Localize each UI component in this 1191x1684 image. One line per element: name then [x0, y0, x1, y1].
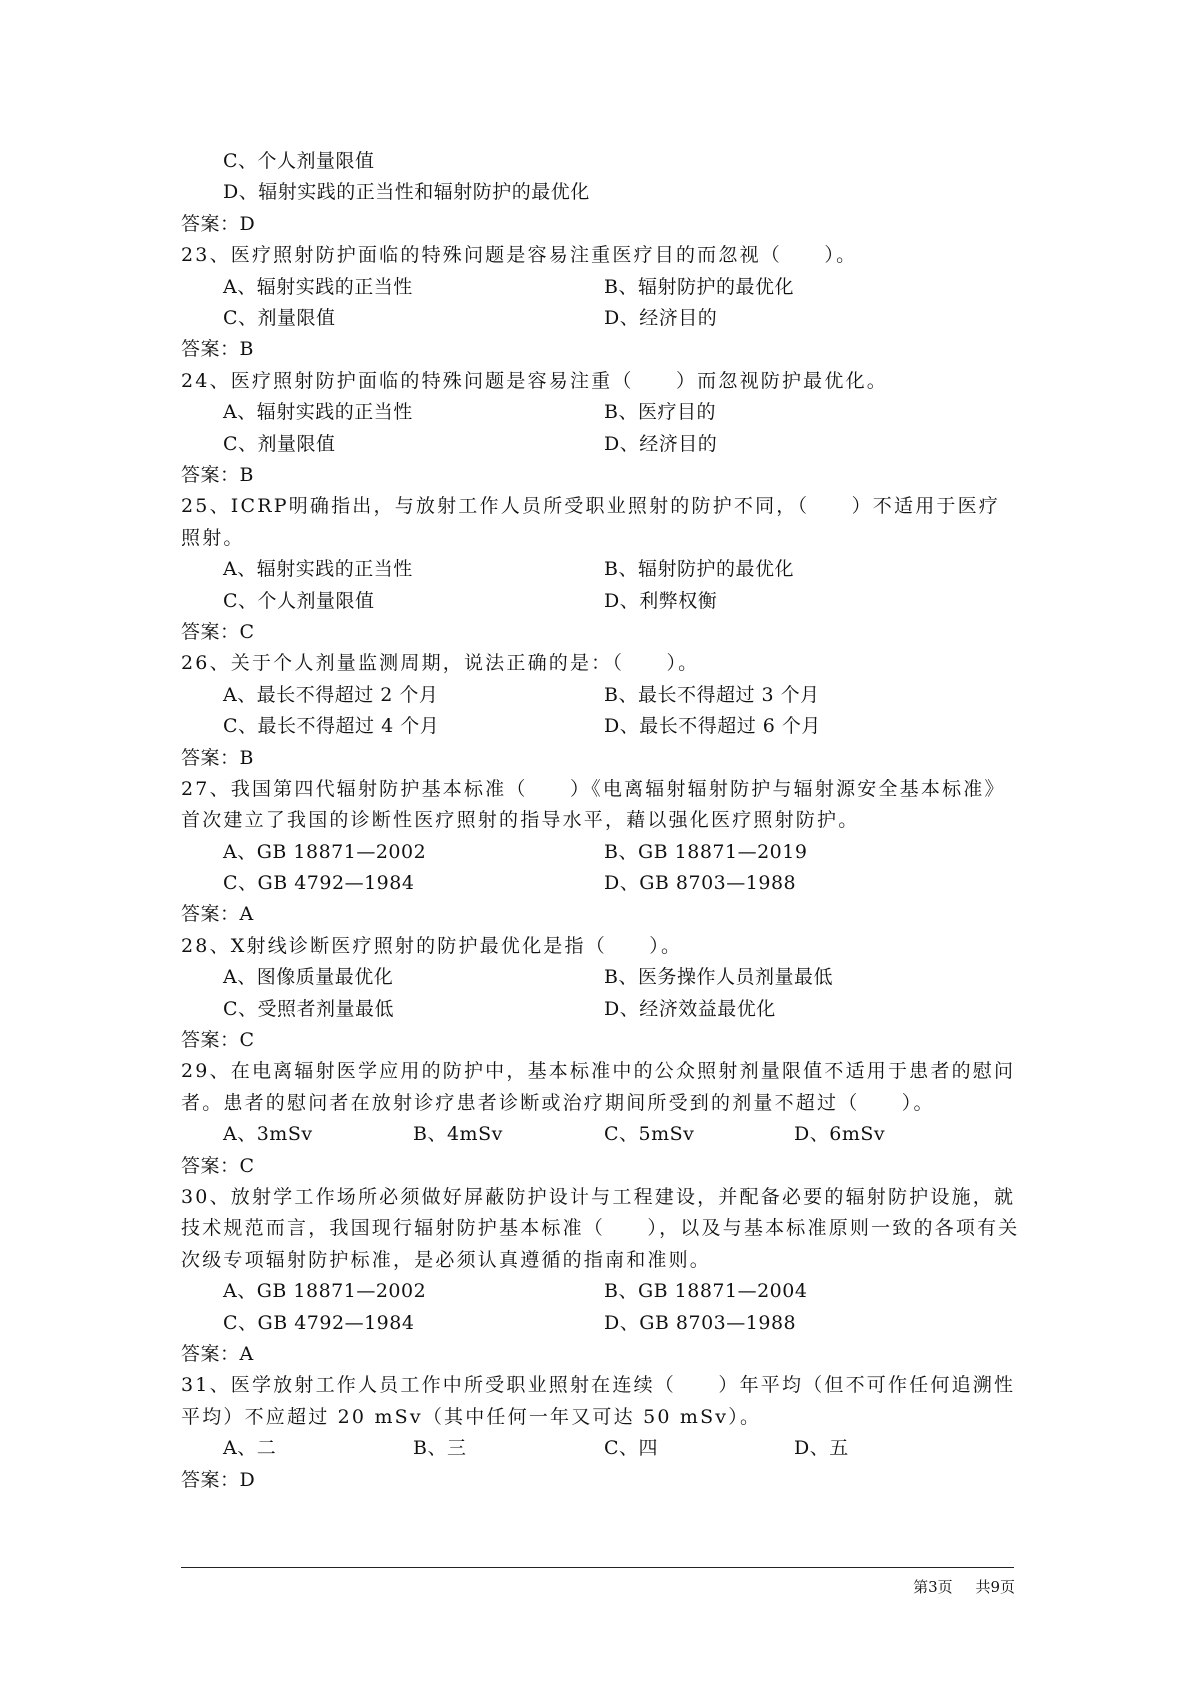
option-c: C、5mSv [604, 1123, 695, 1146]
option-row [181, 1308, 1021, 1339]
question-23 [181, 240, 1021, 366]
option-b: B、GB 18871—2019 [604, 840, 808, 863]
option-d: D、最长不得超过 6 个月 [604, 715, 821, 738]
question-text: 26、关于个人剂量监测周期，说法正确的是：（ ）。 [181, 652, 700, 675]
option-a: A、GB 18871—2002 [223, 840, 427, 863]
question-text: 27、我国第四代辐射防护基本标准（ ）《电离辐射辐射防护与辐射源安全基本标准》首次建立了我国的诊断性医疗照射的指导水平，藉以强化医疗照射防护。 [181, 777, 1006, 832]
option-c: C、受照者剂量最低 [223, 997, 395, 1020]
option-a: A、3mSv [223, 1123, 313, 1146]
answer-line: 答案：A [181, 1343, 254, 1366]
option-c: C、GB 4792—1984 [223, 872, 415, 895]
answer-line: 答案：C [181, 1029, 255, 1052]
document-body [181, 146, 1021, 1496]
option-row [181, 1276, 1021, 1307]
option-c: C、四 [604, 1437, 659, 1460]
option-c: C、个人剂量限值 [223, 150, 375, 172]
option-d: D、GB 8703—1988 [604, 1311, 797, 1334]
option-a: A、二 [223, 1437, 277, 1460]
question-text: 25、ICRP明确指出，与放射工作人员所受职业照射的防护不同，（ ）不适用于医疗照射。 [181, 495, 1001, 549]
question-30 [181, 1182, 1021, 1370]
page-number: 第3页 [913, 1578, 953, 1596]
option-row [181, 1119, 1021, 1150]
option-b: B、4mSv [413, 1123, 503, 1146]
option-d: D、经济目的 [604, 306, 718, 329]
question-text: 29、在电离辐射医学应用的防护中，基本标准中的公众照射剂量限值不适用于患者的慰问者。患者的慰问者在放射诊疗患者诊断或治疗期间所受到的剂量不超过（ ）。 [181, 1060, 1016, 1114]
question-text: 28、X射线诊断医疗照射的防护最优化是指（ ）。 [181, 934, 683, 957]
question-26 [181, 648, 1021, 774]
question-text: 31、医学放射工作人员工作中所受职业照射在连续（ ）年平均（但不可作任何追溯性平均）不应超过 20 mSv（其中任何一年又可达 50 mSv）。 [181, 1374, 1016, 1428]
option-d: D、6mSv [794, 1123, 886, 1146]
option-row [181, 1433, 1021, 1464]
option-b: B、医疗目的 [604, 401, 716, 424]
question-31 [181, 1370, 1021, 1496]
option-row [181, 586, 1021, 617]
answer-line: 答案：C [181, 1154, 255, 1177]
option-b: B、医务操作人员剂量最低 [604, 966, 833, 989]
answer-line: 答案：B [181, 338, 254, 361]
footer-divider [181, 1567, 1014, 1568]
question-25 [181, 491, 1021, 648]
option-b: B、辐射防护的最优化 [604, 558, 794, 581]
option-c: C、个人剂量限值 [223, 589, 375, 612]
option-b: B、三 [413, 1437, 467, 1460]
option-c: C、剂量限值 [223, 306, 336, 329]
answer-line: 答案：D [181, 1468, 256, 1491]
answer-line: 答案：B [181, 746, 254, 769]
question-28 [181, 931, 1021, 1057]
option-a: A、辐射实践的正当性 [223, 401, 413, 424]
answer-line: 答案：C [181, 620, 255, 643]
option-a: A、辐射实践的正当性 [223, 558, 413, 581]
option-row [181, 837, 1021, 868]
option-d: D、经济效益最优化 [604, 997, 776, 1020]
option-b: B、最长不得超过 3 个月 [604, 683, 820, 706]
option-row [181, 397, 1021, 428]
option-a: A、图像质量最优化 [223, 966, 394, 989]
option-d: D、经济目的 [604, 432, 718, 455]
question-text: 30、放射学工作场所必须做好屏蔽防护设计与工程建设，并配备必要的辐射防护设施，就技术规范而言，我国现行辐射防护基本标准（ ），以及与基本标准原则一致的各项有关次级专项辐射防护标准，是必须认真遵循的指南和准则。 [181, 1186, 1020, 1271]
option-row [181, 303, 1021, 334]
question-text: 23、医疗照射防护面临的特殊问题是容易注重医疗目的而忽视（ ）。 [181, 244, 858, 267]
option-row [181, 962, 1021, 993]
option-a: A、最长不得超过 2 个月 [223, 683, 439, 706]
option-row [181, 994, 1021, 1025]
option-row [181, 429, 1021, 460]
answer-line: 答案：A [181, 903, 254, 926]
option-row [181, 868, 1021, 899]
question-27 [181, 774, 1021, 931]
option-c: C、GB 4792—1984 [223, 1311, 415, 1334]
question-text: 24、医疗照射防护面临的特殊问题是容易注重（ ）而忽视防护最优化。 [181, 369, 888, 392]
option-d: D、GB 8703—1988 [604, 872, 797, 895]
option-b: B、辐射防护的最优化 [604, 275, 794, 298]
option-c: C、最长不得超过 4 个月 [223, 715, 440, 738]
option-d: D、辐射实践的正当性和辐射防护的最优化 [223, 181, 590, 204]
option-row [181, 272, 1021, 303]
page-footer [913, 1577, 1015, 1597]
option-a: A、辐射实践的正当性 [223, 275, 413, 298]
option-row [181, 711, 1021, 742]
option-b: B、GB 18871—2004 [604, 1280, 808, 1303]
answer-line: 答案：B [181, 463, 254, 486]
option-d: D、五 [794, 1437, 849, 1460]
question-24 [181, 366, 1021, 492]
option-a: A、GB 18871—2002 [223, 1280, 427, 1303]
option-row [181, 554, 1021, 585]
page-total: 共9页 [975, 1578, 1015, 1596]
option-row [181, 680, 1021, 711]
option-d: D、利弊权衡 [604, 589, 718, 612]
question-29 [181, 1056, 1021, 1182]
option-c: C、剂量限值 [223, 432, 336, 455]
answer-line: 答案：D [181, 212, 256, 235]
